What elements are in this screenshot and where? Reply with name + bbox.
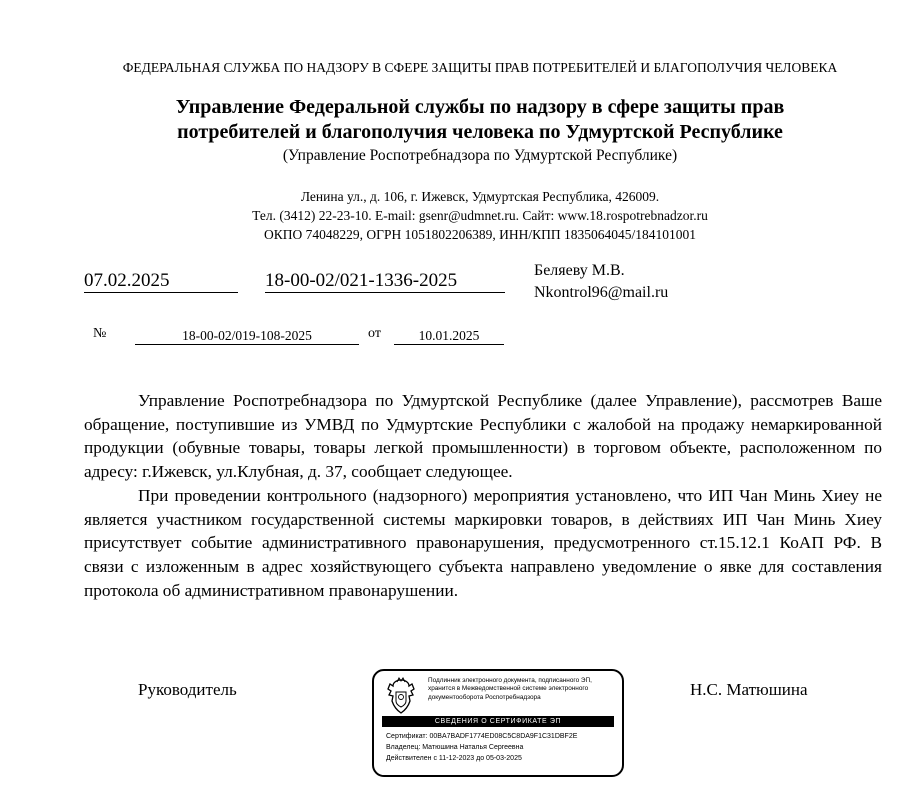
agency-full-name <box>90 95 870 145</box>
agency-name-line1: Управление Федеральной службы по надзору в сфере защиты прав <box>175 96 785 118</box>
agency-short-name: (Управление Роспотребнадзора по Удмуртской Республике) <box>282 147 678 164</box>
coat-of-arms-icon <box>384 677 418 715</box>
agency-registry-codes: ОКПО 74048229, ОГРН 1051802206389, ИНН/КПП 1835064045/184101001 <box>264 227 696 242</box>
letter-body <box>84 389 882 602</box>
stamp-header: СВЕДЕНИЯ О СЕРТИФИКАТЕ ЭП <box>382 716 614 727</box>
reference-number-label: № <box>93 326 107 341</box>
stamp-validity: Действителен с 11-12-2023 до 05-03-2025 <box>386 755 522 762</box>
addressee-email: Nkontrol96@mail.ru <box>534 284 669 301</box>
registration-date: 07.02.2025 <box>84 270 238 293</box>
stamp-owner: Владелец: Матюшина Наталья Сергеевна <box>386 744 524 751</box>
agency-top-title: ФЕДЕРАЛЬНАЯ СЛУЖБА ПО НАДЗОРУ В СФЕРЕ ЗАЩИТЫ ПРАВ ПОТРЕБИТЕЛЕЙ И БЛАГОПОЛУЧИЯ ЧЕЛОВЕКА <box>122 60 838 75</box>
reference-number: 18-00-02/019-108-2025 <box>135 327 359 345</box>
reference-from-label: от <box>368 326 381 341</box>
addressee-block <box>534 260 668 304</box>
stamp-note: Подлинник электронного документа, подписанного ЭП, хранится в Межведомственной системе электронного документооборота Роспотребнадзора <box>428 677 592 701</box>
electronic-signature-stamp <box>372 669 624 777</box>
reference-date: 10.01.2025 <box>394 327 504 345</box>
signer-title: Руководитель <box>138 680 237 699</box>
body-paragraph-1: Управление Роспотребнадзора по Удмуртской Республике (далее Управление), рассмотрев Ваше обращение, поступившие из УМВД по Удмуртские Республики с жалобой на продажу немаркированной продукции (обувные товары, товары легкой промышленности) в торговом объекте, расположенном по адресу: г.Ижевск, ул.Клубная, д. 37, сообщает следующее. <box>84 391 882 482</box>
agency-contacts <box>90 187 870 244</box>
agency-address: Ленина ул., д. 106, г. Ижевск, Удмуртская Республика, 426009. <box>300 189 660 204</box>
agency-name-line2: потребителей и благополучия человека по Удмуртской Республике <box>177 121 783 143</box>
body-paragraph-2: При проведении контрольного (надзорного) мероприятия установлено, что ИП Чан Минь Хиеу не является участником государственной системы маркировки товаров, в действиях ИП Чан Минь Хиеу присутствует событие административного правонарушения, предусмотренного ст.15.12.1 КоАП РФ. В связи с изложенным в адрес хозяйствующего субъекта направлено уведомление о явке для составления протокола об административном правонарушении. <box>84 485 882 600</box>
addressee-name: Беляеву М.В. <box>534 262 625 279</box>
stamp-certificate: Сертификат: 00BA7BADF1774ED08C5C8DA9F1C31DBF2E <box>386 733 578 740</box>
agency-phone-email-site: Тел. (3412) 22-23-10. E-mail: gsenr@udmnet.ru. Сайт: www.18.rospotrebnadzor.ru <box>252 208 708 223</box>
signer-name: Н.С. Матюшина <box>690 680 808 699</box>
registration-number: 18-00-02/021-1336-2025 <box>265 270 505 293</box>
